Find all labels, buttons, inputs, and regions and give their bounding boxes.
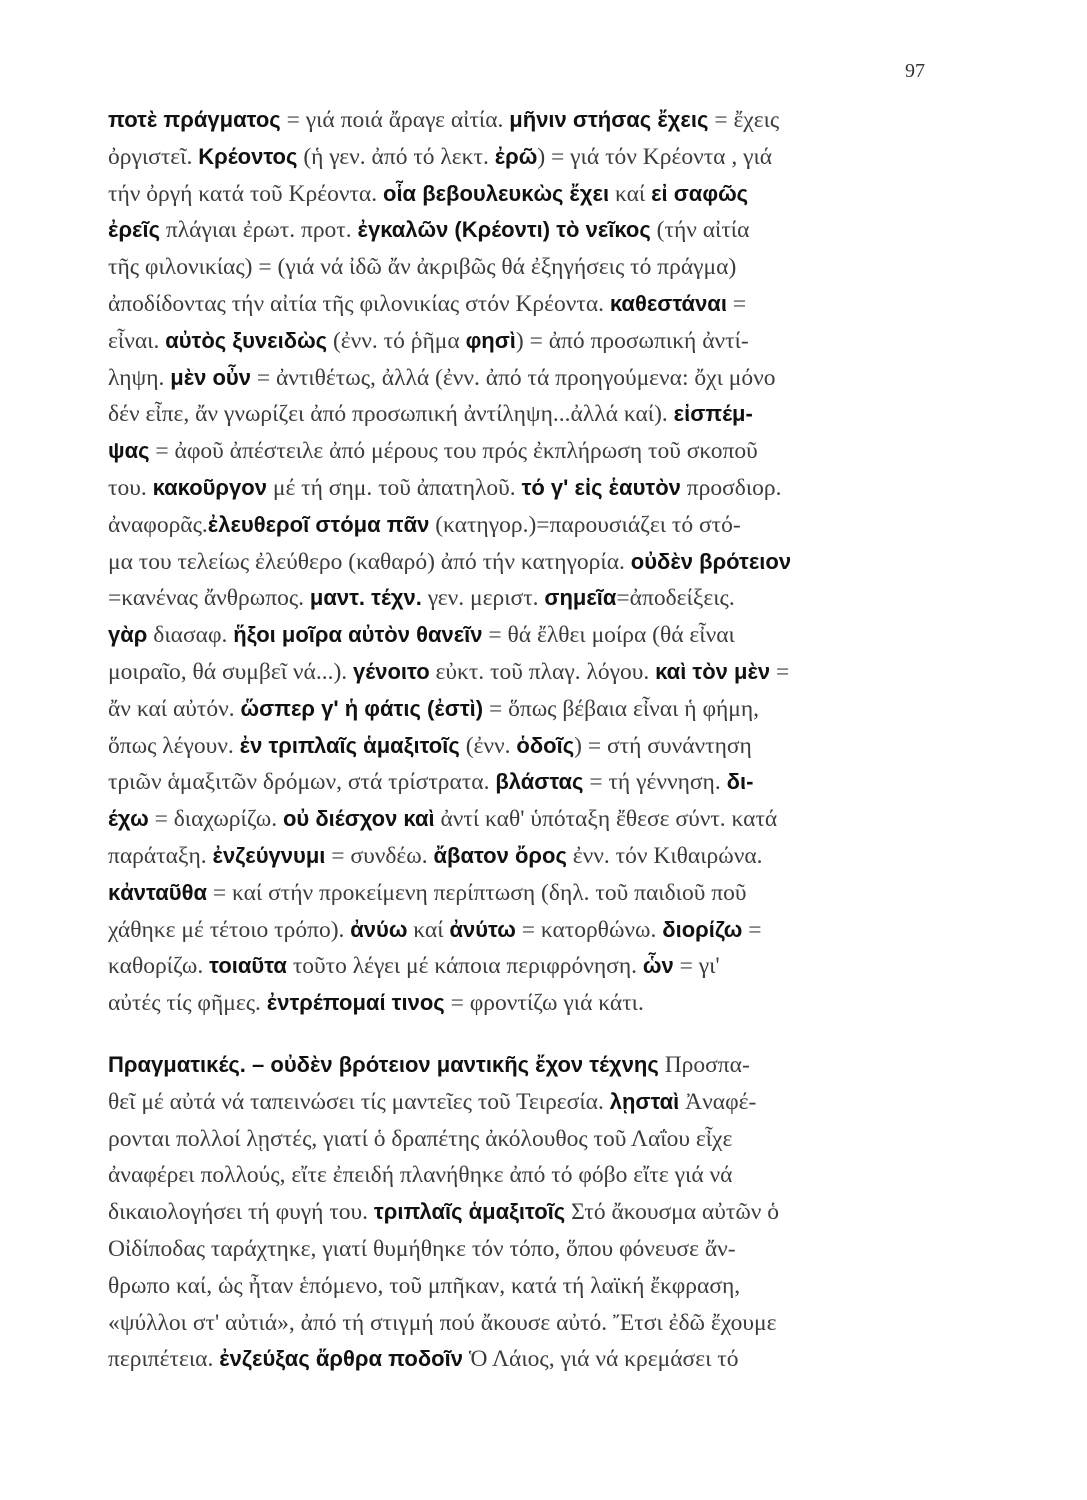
bold-headword: ἀνύω [350,916,408,942]
bold-headword: ἐνζεύξας ἄρθρα ποδοῖν [219,1346,463,1372]
page-number: 97 [905,60,925,82]
bold-headword: λῃσταὶ [609,1088,680,1114]
bold-headword: ψας [108,438,150,464]
bold-headword: ἄβατον ὄρος [433,842,567,868]
gloss-text: καί [609,180,652,207]
bold-headword: γὰρ [108,622,148,648]
bold-headword: έχω [108,806,149,832]
bold-headword: εἰ σαφῶς [651,180,749,206]
bold-headword: οἷα βεβουλευκὼς [383,180,564,206]
gloss-text: θρωπο καί, ὡς ἦταν ἑπόμενο, τοῦ μπῆκαν, κατά τή λαϊκή ἔκφραση, [108,1272,741,1299]
glossary-line-25 [108,985,934,1022]
gloss-text: του. [108,474,153,501]
gloss-text: = συνδέω. [325,842,434,869]
practical-notes-paragraph [108,1047,934,1378]
gloss-text: Ὁ Λάιος, γιά νά κρεμάσει τό [462,1346,739,1373]
bold-headword: οὐ διέσχον καὶ [282,806,435,832]
bold-headword: ἐλευθεροῖ στόμα πᾶν [207,511,430,537]
glossary-line-3 [108,176,934,213]
glossary-line-21 [108,838,934,875]
gloss-text: εἶναι. [108,327,166,354]
gloss-text: «ψύλλοι στ' αὐτιά», ἀπό τή στιγμή πού ἄκουσε αὐτό. Ἔτσι ἐδῶ ἔχουμε [108,1309,777,1336]
gloss-text: (τήν αἰτία [650,217,750,244]
bold-headword: καὶ τὸν μὲν [655,658,771,684]
practical-line-6 [108,1231,934,1268]
gloss-text: = ἀφοῦ ἀπέστειλε ἀπό μέρους του πρός ἐκπλήρωση τοῦ σκοποῦ [149,438,758,465]
gloss-text: τήν ὀργή κατά τοῦ Κρέοντα. [108,180,383,207]
glossary-line-19 [108,764,934,801]
bold-headword: τριπλαῖς ἁμαξιτοῖς [373,1199,566,1225]
bold-headword: μὲν οὖν [170,364,251,390]
gloss-text: διασαφ. [147,622,234,649]
practical-line-8 [108,1305,934,1342]
gloss-text: = [742,916,762,943]
practical-line-9 [108,1341,934,1378]
glossary-line-20 [108,801,934,838]
gloss-text: = ἀντιθέτως, ἀλλά (ἐνν. ἀπό τά προηγούμενα: ὄχι μόνο [250,364,776,391]
glossary-line-5 [108,249,934,286]
gloss-text: τοῦτο λέγει μέ κάποια περιφρόνηση. [286,953,643,980]
gloss-text: =ἀποδείξεις. [616,585,735,612]
bold-headword: αὐτὸς ξυνειδὼς [165,327,328,353]
gloss-text: ὅπως λέγουν. [108,732,240,759]
gloss-text: Ἀναφέ- [679,1088,757,1115]
gloss-text: πλάγιαι ἐρωτ. προτ. [160,217,358,244]
bold-headword: καθεστάναι [609,290,727,316]
bold-headword: ἐγκαλῶν (Κρέοντι) τὸ νεῖκος [357,217,651,243]
gloss-text: μα του τελείως ἐλεύθερο (καθαρό) ἀπό τήν κατηγορία. [108,548,631,575]
glossary-line-12 [108,507,934,544]
bold-headword: ἐρῶ [494,143,538,169]
gloss-text: μοιραῖο, θά συμβεῖ νά...). [108,658,354,685]
gloss-text: τῆς φιλονικίας) = (γιά νά ἰδῶ ἄν ἀκριβῶς θά ἐξηγήσεις τό πράγμα) [108,254,737,281]
practical-line-5 [108,1194,934,1231]
bold-headword: κἀνταῦθα [108,879,207,905]
bold-headword: Κρέοντος [198,143,298,169]
glossary-line-22 [108,875,934,912]
glossary-line-23 [108,912,934,949]
glossary-line-1 [108,102,934,139]
gloss-text: ἀναφέρει πολλούς, εἴτε ἐπειδή πλανήθηκε ἀπό τό φόβο εἴτε γιά νά [108,1162,733,1189]
gloss-text: (ἐνν. [459,732,517,759]
gloss-text: = τή γέννηση. [583,769,727,796]
gloss-text: αὐτές τίς φῆμες. [108,990,267,1017]
bold-headword: δι- [726,769,754,795]
bold-headword: ὁδοῖς [516,732,575,758]
gloss-text: ) = ἀπό προσωπική ἀντί- [515,327,749,354]
glossary-line-14 [108,580,934,617]
gloss-text: (ἐνν. τό ῥῆμα [327,327,466,354]
gloss-text: παράταξη. [108,842,213,869]
glossary-line-9 [108,396,934,433]
bold-headword: ἔχει [569,180,610,206]
gloss-text: ἄν καί αὐτόν. [108,695,241,722]
bold-headword: ἥξοι μοῖρα αὐτὸν θανεῖν [233,622,483,648]
gloss-text: χάθηκε μέ τέτοιο τρόπο). [108,916,351,943]
glossary-line-6 [108,286,934,323]
bold-headword: μῆνιν στήσας ἔχεις [509,107,709,132]
gloss-text: καθορίζω. [108,953,210,980]
gloss-text: = φροντίζω γιά κάτι. [444,990,644,1017]
gloss-text: Στό ἄκουσμα αὐτῶν ὁ [565,1199,780,1226]
gloss-text: = γι' [673,953,720,980]
glossary-line-8 [108,360,934,397]
gloss-text: (κατηγορ.)=παρουσιάζει τό στό- [429,511,741,538]
practical-line-2 [108,1084,934,1121]
gloss-text: ὀργιστεῖ. [108,143,199,170]
glossary-paragraph [108,102,934,1022]
gloss-text: Οἰδίποδας ταράχτηκε, γιατί θυμήθηκε τόν τόπο, ὅπου φόνευσε ἄν- [108,1235,736,1262]
bold-headword: διορίζω [662,916,743,942]
bold-headword: βλάστας [495,769,584,795]
gloss-text: δικαιολογήσει τή φυγή του. [108,1199,374,1226]
glossary-line-2 [108,139,934,176]
glossary-line-13 [108,544,934,581]
gloss-text: Προσπα- [658,1052,750,1078]
bold-headword: ἐνζεύγνυμι [212,842,326,868]
gloss-text: = ἔχεις [708,107,780,133]
bold-headword: ἐρεῖς [108,217,161,243]
gloss-text: ἀντί καθ' ὑπόταξη ἔθεσε σύντ. κατά [434,806,778,833]
gloss-text: δέν εἶπε, ἄν γνωρίζει ἀπό προσωπική ἀντίληψη...ἀλλά καί). [108,401,674,428]
bold-headword: ὥσπερ γ' ἡ φάτις (ἐστὶ) [240,695,484,721]
bold-headword: φησὶ [465,327,516,353]
bold-headword: ποτὲ πράγματος [108,107,281,132]
gloss-text: περιπέτεια. [108,1346,220,1373]
gloss-text: =κανένας ἄνθρωπος. [108,585,310,612]
bold-headword: ἀνύτω [449,916,516,942]
bold-headword: τοιαῦτα [209,953,287,979]
bold-headword: ἐν τριπλαῖς ἁμαξιτοῖς [239,732,460,758]
glossary-line-7 [108,323,934,360]
glossary-line-18 [108,728,934,765]
glossary-line-10 [108,433,934,470]
gloss-text: = καί στήν προκείμενη περίπτωση (δηλ. τοῦ παιδιοῦ ποῦ [206,879,747,906]
gloss-text: καί [407,916,450,943]
gloss-text: = διαχωρίζω. [148,806,283,833]
gloss-text: ληψη. [108,364,171,391]
bold-headword: οὐδὲν βρότειον [630,548,792,574]
gloss-text: ἀναφορᾶς. [108,511,208,538]
glossary-line-15 [108,617,934,654]
gloss-text: γεν. μεριστ. [421,585,545,612]
practical-line-3 [108,1121,934,1158]
gloss-text: ) = γιά τόν Κρέοντα , γιά [537,143,773,170]
gloss-text: = θά ἔλθει μοίρα (θά εἶναι [482,622,735,649]
bold-headword: ἐντρέπομαί τινος [266,990,445,1016]
gloss-text: (ἡ γεν. ἀπό τό λεκτ. [297,143,495,170]
gloss-text: = [770,658,790,685]
bold-headword: μαντ. τέχν. [309,585,422,611]
practical-line-4 [108,1157,934,1194]
gloss-text: τριῶν ἁμαξιτῶν δρόμων, στά τρίστρατα. [108,769,496,796]
bold-headword: κακοῦργον [152,474,267,500]
glossary-line-4 [108,212,934,249]
bold-headword: γένοιτο [353,658,430,684]
practical-line-7 [108,1268,934,1305]
bold-headword: Πραγματικές. – οὐδὲν βρότειον μαντικῆς ἔχον τέχνης [108,1052,659,1077]
bold-headword: τό γ' εἰς ἑαυτὸν [521,474,681,500]
gloss-text: ) = στή συνάντηση [574,732,752,759]
gloss-text: = ὅπως βέβαια εἶναι ἡ φήμη, [483,695,760,722]
glossary-line-17 [108,691,934,728]
gloss-text: ἐνν. τόν Κιθαιρώνα. [566,842,763,869]
glossary-line-11 [108,470,934,507]
bold-headword: σημεῖα [544,585,617,611]
gloss-text: ἀποδίδοντας τήν αἰτία τῆς φιλονικίας στόν Κρέοντα. [108,290,610,317]
gloss-text: = [726,290,747,317]
glossary-line-24 [108,948,934,985]
gloss-text: ρονται πολλοί λῃστές, γιατί ὁ δραπέτης ἀκόλουθος τοῦ Λαΐου εἶχε [108,1125,733,1152]
gloss-text: = γιά ποιά ἄραγε αἰτία. [280,107,510,133]
practical-line-1 [108,1047,934,1084]
glossary-line-16 [108,654,934,691]
gloss-text: μέ τή σημ. τοῦ ἀπατηλοῦ. [266,474,522,501]
gloss-text: εὐκτ. τοῦ πλαγ. λόγου. [429,658,656,685]
gloss-text: = κατορθώνω. [515,916,663,943]
gloss-text: προσδιορ. [680,474,782,501]
bold-headword: εἰσπέμ- [673,401,753,427]
gloss-text: θεῖ μέ αὐτά νά ταπεινώσει τίς μαντεῖες τοῦ Τειρεσία. [108,1088,610,1115]
bold-headword: ὧν [642,953,674,979]
